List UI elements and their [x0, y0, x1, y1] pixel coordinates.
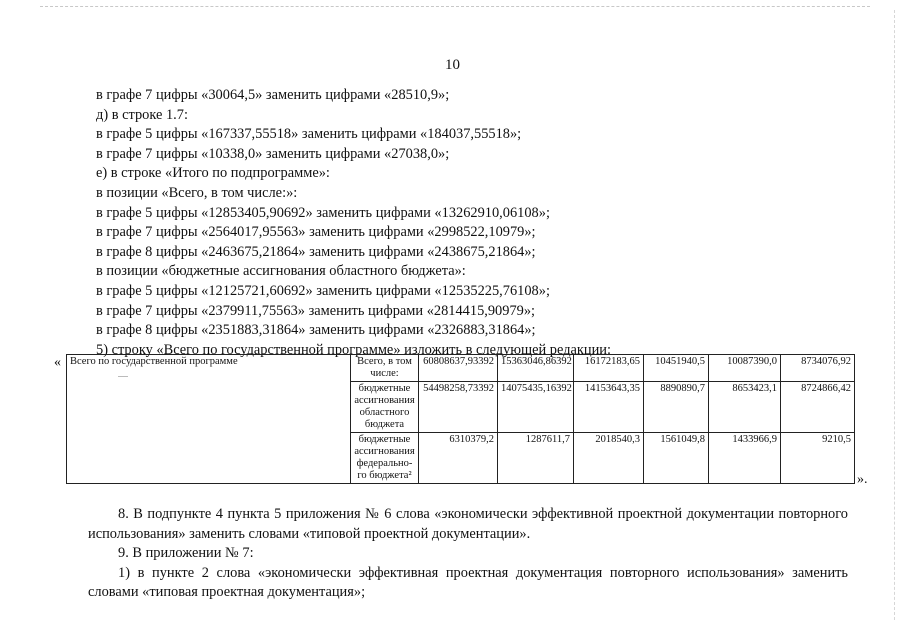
paragraphs: [88, 505, 848, 603]
amendment-line: в графе 5 цифры «167337,55518» заменить цифрами «184037,55518»;: [96, 126, 522, 143]
amendment-line: е) в строке «Итого по подпрограмме»:: [96, 165, 330, 182]
amendment-line: в графе 8 цифры «2351883,31864» заменить цифрами «2326883,31864»;: [96, 322, 536, 339]
paragraph: 9. В приложении № 7:: [118, 545, 254, 562]
value-cell: 2018540,3: [574, 433, 644, 484]
value-cell: 10087390,0: [709, 355, 781, 382]
amendment-line: в графе 5 цифры «12853405,90692» заменить цифрами «13262910,06108»;: [96, 204, 550, 221]
value-cell: 8890890,7: [644, 382, 709, 433]
scan-edge-right: [894, 10, 895, 620]
amendment-line: в графе 7 цифры «2564017,95563» заменить цифрами «2998522,10979»;: [96, 224, 536, 241]
scan-edge-top: [40, 6, 870, 7]
amendment-lines: [96, 86, 856, 360]
amendment-line: в графе 5 цифры «12125721,60692» заменить цифрами «12535225,76108»;: [96, 282, 550, 299]
opening-quote: «: [54, 355, 61, 370]
value-cell: 10451940,5: [644, 355, 709, 382]
value-cell: 14075435,16392: [498, 382, 574, 433]
amendment-line: в графе 7 цифры «10338,0» заменить цифрами «27038,0»;: [96, 145, 450, 162]
category-cell: Всего, в том числе:: [351, 355, 419, 382]
value-cell: 8724866,42: [781, 382, 855, 433]
value-cell: 9210,5: [781, 433, 855, 484]
amendment-line: в графе 7 цифры «2379911,75563» заменить цифрами «2814415,90979»;: [96, 302, 536, 319]
value-cell: 1561049,8: [644, 433, 709, 484]
value-cell: 8653423,1: [709, 382, 781, 433]
scan-mark: [118, 376, 128, 377]
page-number: 10: [445, 57, 460, 73]
value-cell: 54498258,73392: [419, 382, 498, 433]
closing-quote: ».: [857, 472, 868, 487]
value-cell: 1287611,7: [498, 433, 574, 484]
value-cell: 60808637,93392: [419, 355, 498, 382]
paragraph: 8. В подпункте 4 пункта 5 приложения № 6 слова «экономически эффективной проектной документации повторного использования» заменить словами «типовой проектной документации».: [88, 506, 848, 542]
amendment-line: 5) строку «Всего по государственной программе» изложить в следующей редакции:: [96, 341, 611, 358]
value-cell: 1433966,9: [709, 433, 781, 484]
value-cell: 16172183,65: [574, 355, 644, 382]
value-cell: 8734076,92: [781, 355, 855, 382]
category-cell: бюджетные ассигнования областного бюджета: [351, 382, 419, 433]
category-cell: бюджетные ассигнования федерально-го бюджета²: [351, 433, 419, 484]
amendment-line: в графе 8 цифры «2463675,21864» заменить цифрами «2438675,21864»;: [96, 243, 536, 260]
program-table: [66, 354, 855, 484]
value-cell: 14153643,35: [574, 382, 644, 433]
table-row: [67, 355, 855, 382]
value-cell: 6310379,2: [419, 433, 498, 484]
program-name-cell: Всего по государственной программе: [67, 355, 351, 484]
amendment-line: в позиции «Всего, в том числе:»:: [96, 184, 298, 201]
paragraph: 1) в пункте 2 слова «экономически эффективная проектная документация повторного использования» заменить словами «типовая проектная документация»;: [88, 564, 848, 601]
amendment-line: в позиции «бюджетные ассигнования областного бюджета»:: [96, 263, 466, 280]
amendment-line: в графе 7 цифры «30064,5» заменить цифрами «28510,9»;: [96, 87, 450, 103]
amendment-line: д) в строке 1.7:: [96, 106, 188, 123]
value-cell: 15363046,86392: [498, 355, 574, 382]
